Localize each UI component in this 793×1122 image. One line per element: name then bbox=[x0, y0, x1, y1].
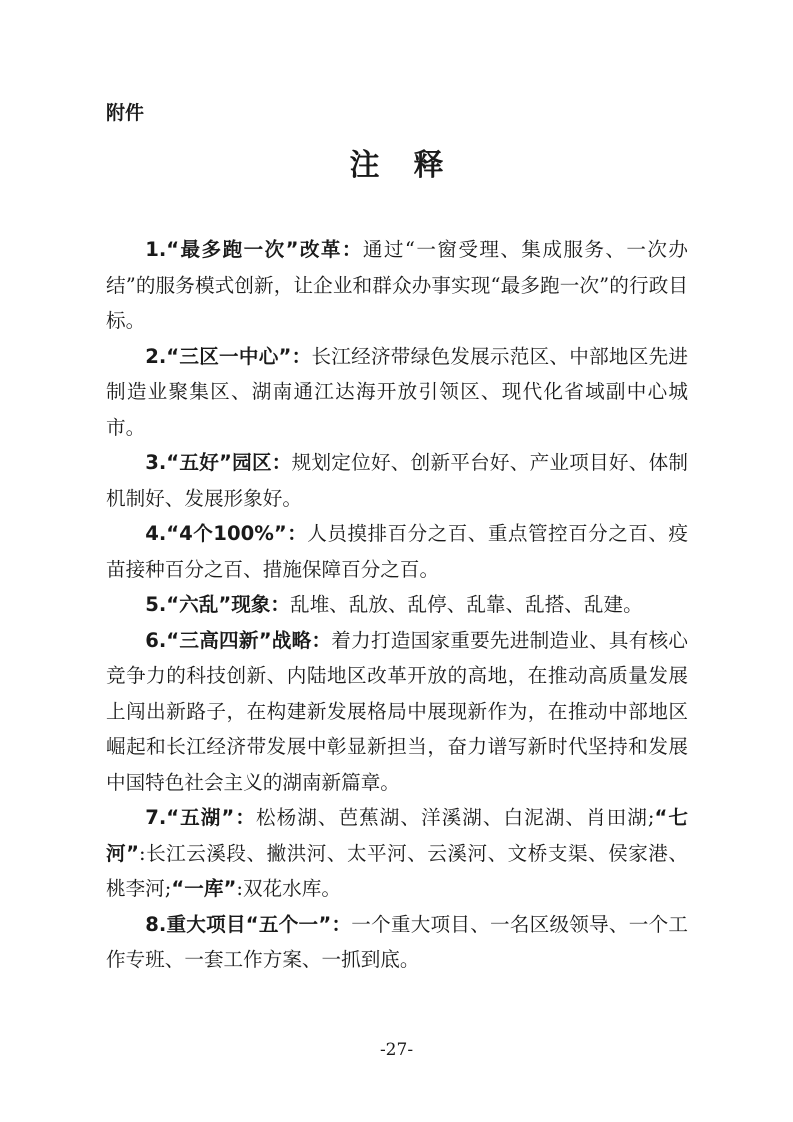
note-term: 3.“五好”园区： bbox=[145, 451, 292, 474]
notes-list bbox=[106, 232, 688, 978]
note-item bbox=[106, 587, 688, 623]
page-title: 注释 bbox=[349, 148, 478, 183]
note-term: 6.“三高四新”战略： bbox=[145, 628, 332, 652]
note-term: 2.“三区一中心”： bbox=[145, 344, 312, 368]
note-text: 通过“一窗受理、集成服务、一次办结”的服务模式创新，让企业和群众办事实现“最多跑一次”的行政目标。 bbox=[106, 238, 688, 332]
note-text-secondary: :长江云溪段、撇洪河、太平河、云溪河、文桥支渠、侯家港、桃李河; bbox=[106, 841, 688, 900]
note-term: 7.“五湖”： bbox=[145, 806, 256, 829]
note-text: 一个重大项目、一名区级领导、一个工作专班、一套工作方案、一抓到底。 bbox=[106, 912, 688, 971]
note-text: 着力打造国家重要先进制造业、具有核心竞争力的科技创新、内陆地区改革开放的高地，在推动高质量发展上闯出新路子，在构建新发展格局中展现新作为，在推动中部地区崛起和长江经济带发展中彰显新担当，奋力谱写新时代坚持和发展中国特色社会主义的湖南新篇章。 bbox=[106, 628, 688, 794]
attachment-label: 附件 bbox=[106, 102, 145, 124]
note-item bbox=[106, 800, 688, 907]
note-term-secondary: “七河” bbox=[106, 806, 688, 865]
note-text: 乱堆、乱放、乱停、乱靠、乱搭、乱建。 bbox=[290, 593, 643, 616]
note-term-tertiary: “一库” bbox=[171, 877, 237, 900]
note-term: 1.“最多跑一次”改革： bbox=[145, 238, 363, 261]
note-term: 5.“六乱”现象： bbox=[145, 593, 290, 616]
note-term: 8.重大项目“五个一”： bbox=[145, 912, 352, 936]
note-text: 规划定位好、创新平台好、产业项目好、体制机制好、发展形象好。 bbox=[106, 451, 688, 510]
note-item bbox=[106, 445, 688, 516]
note-item bbox=[106, 339, 688, 446]
note-item bbox=[106, 232, 688, 339]
note-item bbox=[106, 516, 688, 587]
note-text: 长江经济带绿色发展示范区、中部地区先进制造业聚集区、湖南通江达海开放引领区、现代化省域副中心城市。 bbox=[106, 344, 688, 439]
page-number: -27- bbox=[379, 1040, 414, 1060]
note-item bbox=[106, 623, 688, 801]
note-text-tertiary: :双花水库。 bbox=[236, 877, 341, 900]
note-item bbox=[106, 907, 688, 978]
note-text: 人员摸排百分之百、重点管控百分之百、疫苗接种百分之百、措施保障百分之百。 bbox=[106, 522, 689, 581]
note-term: 4.“4个100%”： bbox=[145, 522, 308, 545]
note-text: 松杨湖、芭蕉湖、洋溪湖、白泥湖、肖田湖; bbox=[255, 806, 655, 829]
